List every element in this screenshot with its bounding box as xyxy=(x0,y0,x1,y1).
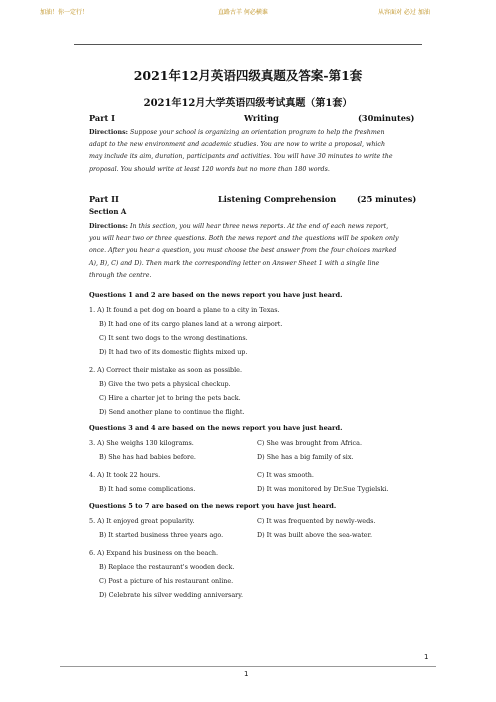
q2-option-c: C) Hire a charter jet to bring the pets back. xyxy=(99,394,241,402)
q3-option-d: D) She has a big family of six. xyxy=(257,453,354,461)
q4-option-c: C) It was smooth. xyxy=(257,471,314,479)
q2-option-d: D) Send another plane to continue the flight. xyxy=(99,408,245,416)
q5-option-b: B) It started business three years ago. xyxy=(99,531,224,539)
q6-option-c: C) Post a picture of his restaurant online. xyxy=(99,577,234,585)
q2-option-b: B) Give the two pets a physical checkup. xyxy=(99,380,231,388)
q1-option-d: D) It had two of its domestic flights mixed up. xyxy=(99,348,248,356)
q1-option-a: 1. A) It found a pet dog on board a plane to a city in Texas. xyxy=(89,306,280,314)
page-number-right: 1 xyxy=(424,653,429,661)
header-left-text: 加油！你一定行！ xyxy=(40,9,89,16)
footer-rule xyxy=(60,666,436,667)
directions-line: once. After you hear a question, you must choose the best answer from the four choices marked xyxy=(89,247,397,255)
q6-option-a: 6. A) Expand his business on the beach. xyxy=(89,549,219,557)
q3-option-a: 3. A) She weighs 130 kilograms. xyxy=(89,439,194,447)
directions-line: adapt to the new environment and academic studies. You are now to write a proposal, which xyxy=(89,141,386,149)
part1-directions-label: Directions: xyxy=(89,129,128,136)
questions-3-4-heading: Questions 3 and 4 are based on the news report you have just heard. xyxy=(89,424,343,432)
part2-label: Part II xyxy=(89,194,119,204)
q4-option-d: D) It was monitored by Dr.Sue Tygielski. xyxy=(257,485,389,493)
q3-option-c: C) She was brought from Africa. xyxy=(257,439,362,447)
q1-option-c: C) It sent two dogs to the wrong destinations. xyxy=(99,334,248,342)
q3-option-b: B) She has had babies before. xyxy=(99,453,196,461)
questions-5-7-heading: Questions 5 to 7 are based on the news report you have just heard. xyxy=(89,502,337,510)
header-rule xyxy=(74,44,422,45)
part2-time: (25 minutes) xyxy=(357,194,417,204)
part1-directions xyxy=(89,127,419,176)
page-title: 2021年12月英语四级真题及答案-第1套 xyxy=(133,68,363,83)
directions-line: A), B), C) and D). Then mark the corresponding letter on Answer Sheet 1 with a single line xyxy=(89,259,380,267)
q1-option-b: B) It had one of its cargo planes land at a wrong airport. xyxy=(99,320,283,328)
header-center-text: 直路古羊 何必横谁 xyxy=(218,9,268,16)
directions-line: proposal. You should write at least 120 words but no more than 180 words. xyxy=(89,165,330,173)
part2-directions xyxy=(89,221,419,282)
q6-option-d: D) Celebrate his silver wedding anniversary. xyxy=(99,591,243,599)
questions-1-2-heading: Questions 1 and 2 are based on the news report you have just heard. xyxy=(89,291,343,299)
header-right-text: 从容面对 必过 加油 xyxy=(378,9,430,16)
part1-time: (30minutes) xyxy=(358,113,415,123)
q5-option-a: 5. A) It enjoyed great popularity. xyxy=(89,517,195,525)
q4-option-a: 4. A) It took 22 hours. xyxy=(89,471,161,479)
part1-name: Writing xyxy=(244,113,279,123)
directions-line: Suppose your school is organizing an orientation program to help the freshmen xyxy=(129,129,385,136)
directions-line: may include its aim, duration, participants and activities. You will have 30 minutes to write the xyxy=(89,153,393,161)
directions-line: through the centre. xyxy=(89,271,152,279)
directions-line: you will hear two or three questions. Both the news report and the questions will be spoken only xyxy=(89,235,399,243)
part1-label: Part I xyxy=(89,113,116,123)
section-a-label: Section A xyxy=(89,207,127,216)
part2-directions-label: Directions: xyxy=(89,223,128,230)
directions-line: In this section, you will hear three news reports. At the end of each news report, xyxy=(129,223,389,230)
q4-option-b: B) It had some complications. xyxy=(99,485,196,493)
q2-option-a: 2. A) Correct their mistake as soon as possible. xyxy=(89,366,242,374)
q5-option-c: C) It was frequented by newly-weds. xyxy=(257,517,376,525)
page-subtitle: 2021年12月大学英语四级考试真题（第1套） xyxy=(143,98,353,109)
q6-option-b: B) Replace the restaurant's wooden deck. xyxy=(99,563,235,571)
page-number-center: 1 xyxy=(244,670,249,678)
part2-name: Listening Comprehension xyxy=(218,194,337,204)
q5-option-d: D) It was built above the sea-water. xyxy=(257,531,372,539)
